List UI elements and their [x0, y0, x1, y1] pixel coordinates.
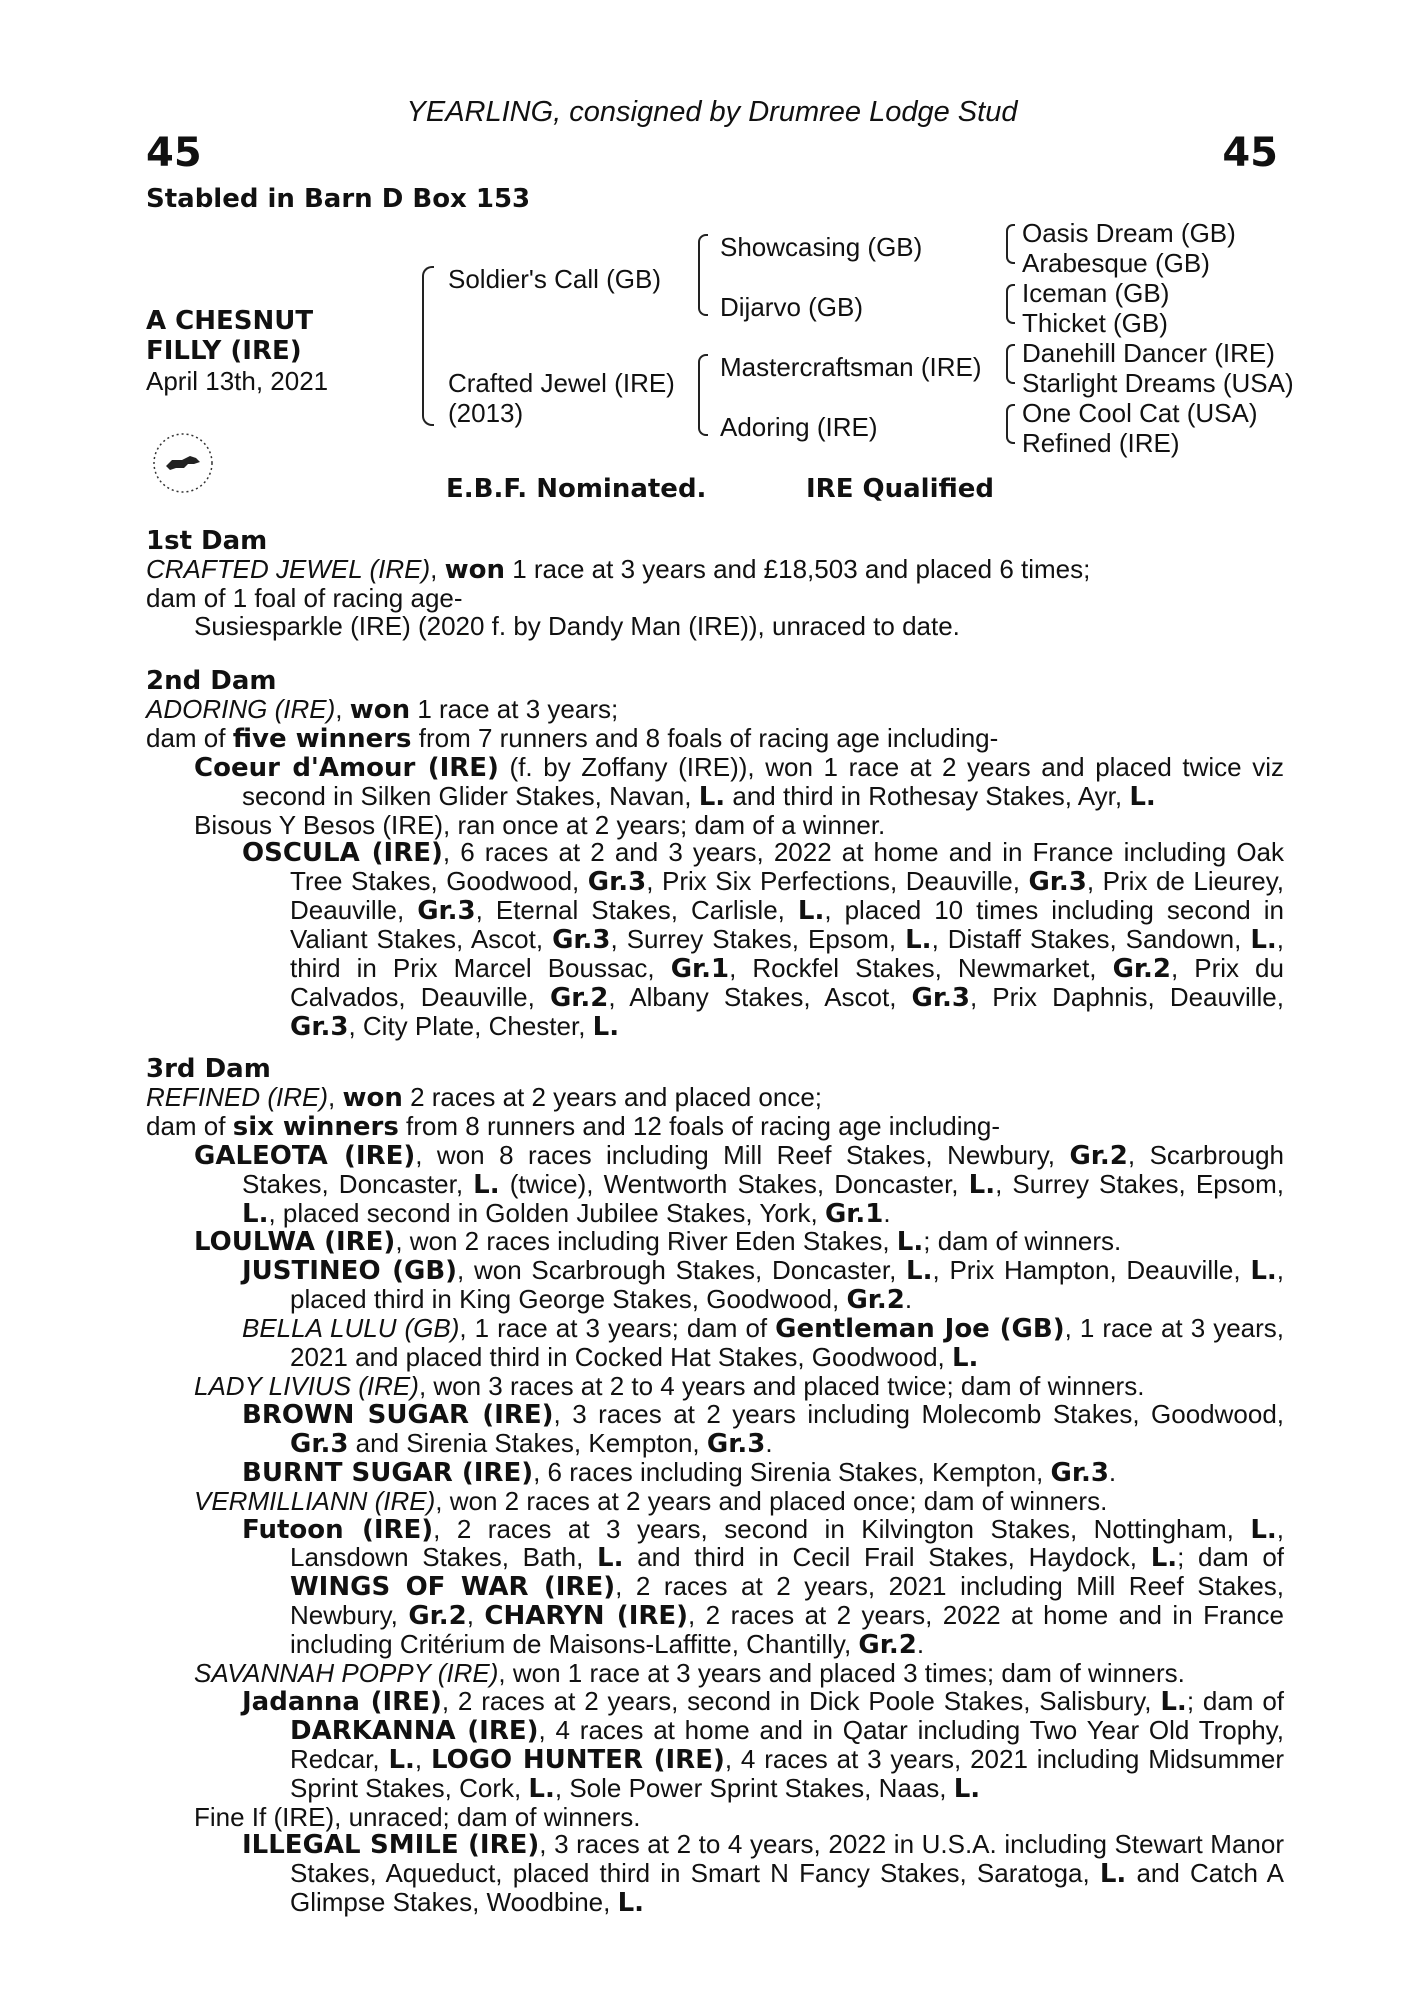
- second-dam-title: 2nd Dam: [146, 666, 277, 696]
- produce-illegal-smile: ILLEGAL SMILE (IRE), 3 races at 2 to 4 years, 2022 in U.S.A. including Stewart Manor Stakes, Aqueduct, placed third in Smart N Fancy Stakes, Saratoga, L. and Catch A Glimpse Stakes, Woodbine, L.: [242, 1829, 1285, 1919]
- produce-burnt-sugar: BURNT SUGAR (IRE), 6 races including Sirenia Stakes, Kempton, Gr.3.: [242, 1456, 1117, 1488]
- stable-location: Stabled in Barn D Box 153: [146, 184, 531, 214]
- pedigree-brace-dam: [698, 354, 708, 436]
- first-dam-record: CRAFTED JEWEL (IRE), won 1 race at 3 years and £18,503 and placed 6 times;: [146, 553, 1091, 585]
- sire-sire-sire: Oasis Dream (GB): [1022, 218, 1236, 248]
- sire-dam: Dijarvo (GB): [720, 292, 864, 322]
- produce-brown-sugar: BROWN SUGAR (IRE), 3 races at 2 years including Molecomb Stakes, Goodwood, Gr.3 and Sirenia Stakes, Kempton, Gr.3.: [242, 1398, 1285, 1459]
- pedigree-brace-ds: [1006, 344, 1015, 384]
- produce-vermilliann: VERMILLIANN (IRE), won 2 races at 2 years and placed once; dam of winners.: [194, 1485, 1108, 1516]
- pedigree-brace-sire: [698, 234, 708, 316]
- dam-name: Crafted Jewel (IRE): [448, 368, 675, 398]
- first-dam-title: 1st Dam: [146, 526, 268, 556]
- second-dam-section: [146, 668, 1284, 1042]
- dam-dam: Adoring (IRE): [720, 412, 878, 442]
- sire-sire: Showcasing (GB): [720, 232, 923, 262]
- dam-year: (2013): [448, 398, 524, 428]
- dam-dam-dam: Refined (IRE): [1022, 428, 1180, 458]
- first-dam-section: [146, 528, 1284, 641]
- consignor-header: YEARLING, consigned by Drumree Lodge Stud: [406, 96, 1018, 128]
- produce-jadanna: Jadanna (IRE), 2 races at 2 years, second in Dick Poole Stakes, Salisbury, L.; dam of DARKANNA (IRE), 4 races at home and in Qatar including Two Year Old Trophy, Redcar, L., LOGO HUNTER (IRE), 4 races at 3 years, 2021 including Midsummer Sprint Stakes, Cork, L., Sole Power Sprint Stakes, Naas, L.: [242, 1685, 1285, 1804]
- pedigree-brace-dd: [1006, 404, 1015, 444]
- pedigree-brace-sd: [1006, 284, 1015, 324]
- third-dam-record: REFINED (IRE), won 2 races at 2 years and placed once;: [146, 1081, 823, 1113]
- sire-dam-dam: Thicket (GB): [1022, 308, 1168, 338]
- dam-sire-dam: Starlight Dreams (USA): [1022, 368, 1294, 398]
- sire-sire-dam: Arabesque (GB): [1022, 248, 1210, 278]
- second-dam-record: ADORING (IRE), won 1 race at 3 years;: [146, 693, 619, 725]
- produce-loulwa: LOULWA (IRE), won 2 races including River Eden Stakes, L.; dam of winners.: [194, 1226, 1122, 1258]
- produce-galeota: GALEOTA (IRE), won 8 races including Mill Reef Stakes, Newbury, Gr.2, Scarbrough Stakes, Doncaster, L. (twice), Wentworth Stakes, Doncaster, L., Surrey Stakes, Epsom, L., placed second in Golden Jubilee Stakes, York, Gr.1.: [194, 1139, 1284, 1229]
- produce-savannah-poppy: SAVANNAH POPPY (IRE), won 1 race at 3 years and placed 3 times; dam of winners.: [194, 1658, 1185, 1689]
- produce-oscula: OSCULA (IRE), 6 races at 2 and 3 years, 2022 at home and in France including Oak Tree Stakes, Goodwood, Gr.3, Prix Six Perfections, Deauville, Gr.3, Prix de Lieurey, Deauville, Gr.3, Eternal Stakes, Carlisle, L., placed 10 times including second in Valiant Stakes, Ascot, Gr.3, Surrey Stakes, Epsom, L., Distaff Stakes, Sandown, L., third in Prix Marcel Boussac, Gr.1, Rockfel Stakes, Newmarket, Gr.2, Prix du Calvados, Deauville, Gr.2, Albany Stakes, Ascot, Gr.3, Prix Daphnis, Deauville, Gr.3, City Plate, Chester, L.: [242, 837, 1285, 1042]
- third-dam-section: [146, 1056, 1284, 1918]
- first-dam-produce-intro: dam of 1 foal of racing age-: [146, 582, 463, 613]
- sire-dam-sire: Iceman (GB): [1022, 278, 1170, 308]
- first-dam-foal: Susiesparkle (IRE) (2020 f. by Dandy Man (IRE)), unraced to date.: [194, 610, 960, 641]
- horse-description-line2: FILLY (IRE): [146, 336, 302, 366]
- produce-bella-lulu: BELLA LULU (GB), 1 race at 3 years; dam of Gentleman Joe (GB), 1 race at 3 years, 2021 and placed third in Cocked Hat Stakes, Goodwood, L.: [242, 1313, 1284, 1374]
- ebf-nomination: E.B.F. Nominated.: [446, 474, 707, 504]
- second-dam-produce-intro: dam of five winners from 7 runners and 8 foals of racing age including-: [146, 722, 999, 754]
- third-dam-produce-intro: dam of six winners from 8 runners and 12 foals of racing age including-: [146, 1110, 1001, 1142]
- pedigree-brace-ss: [1006, 224, 1015, 264]
- produce-coeur-damour: Coeur d'Amour (IRE) (f. by Zoffany (IRE)), won 1 race at 2 years and placed twice viz second in Silken Glider Stakes, Navan, L. and third in Rothesay Stakes, Ayr, L.: [194, 751, 1284, 812]
- foaling-date: April 13th, 2021: [146, 366, 329, 396]
- sire-name: Soldier's Call (GB): [448, 264, 662, 294]
- first-dam-name: CRAFTED JEWEL (IRE): [146, 553, 431, 584]
- pedigree-brace-main: [422, 266, 434, 426]
- horse-description-line1: A CHESNUT: [146, 306, 314, 336]
- produce-fine-if: Fine If (IRE), unraced; dam of winners.: [194, 1801, 641, 1832]
- produce-bisous: Bisous Y Besos (IRE), ran once at 2 years; dam of a winner.: [194, 809, 886, 840]
- ire-qualified: IRE Qualified: [806, 474, 995, 504]
- dam-sire-sire: Danehill Dancer (IRE): [1022, 338, 1275, 368]
- dam-sire: Mastercraftsman (IRE): [720, 352, 982, 382]
- lot-number-right: 45: [1222, 130, 1278, 176]
- dam-dam-sire: One Cool Cat (USA): [1022, 398, 1258, 428]
- produce-justineo: JUSTINEO (GB), won Scarbrough Stakes, Doncaster, L., Prix Hampton, Deauville, L., placed third in King George Stakes, Goodwood, Gr.2.: [242, 1255, 1284, 1316]
- third-dam-title: 3rd Dam: [146, 1054, 271, 1084]
- lot-number-left: 45: [146, 130, 202, 176]
- produce-lady-livius: LADY LIVIUS (IRE), won 3 races at 2 to 4 years and placed twice; dam of winners.: [194, 1370, 1145, 1401]
- produce-futoon: Futoon (IRE), 2 races at 3 years, second in Kilvington Stakes, Nottingham, L., Lansdown Stakes, Bath, L. and third in Cecil Frail Stakes, Haydock, L.; dam of WINGS OF WAR (IRE), 2 races at 2 years, 2021 including Mill Reef Stakes, Newbury, Gr.2, CHARYN (IRE), 2 races at 2 years, 2022 at home and in France including Critérium de Maisons-Laffitte, Chantilly, Gr.2.: [242, 1513, 1285, 1661]
- stud-logo: [150, 430, 216, 496]
